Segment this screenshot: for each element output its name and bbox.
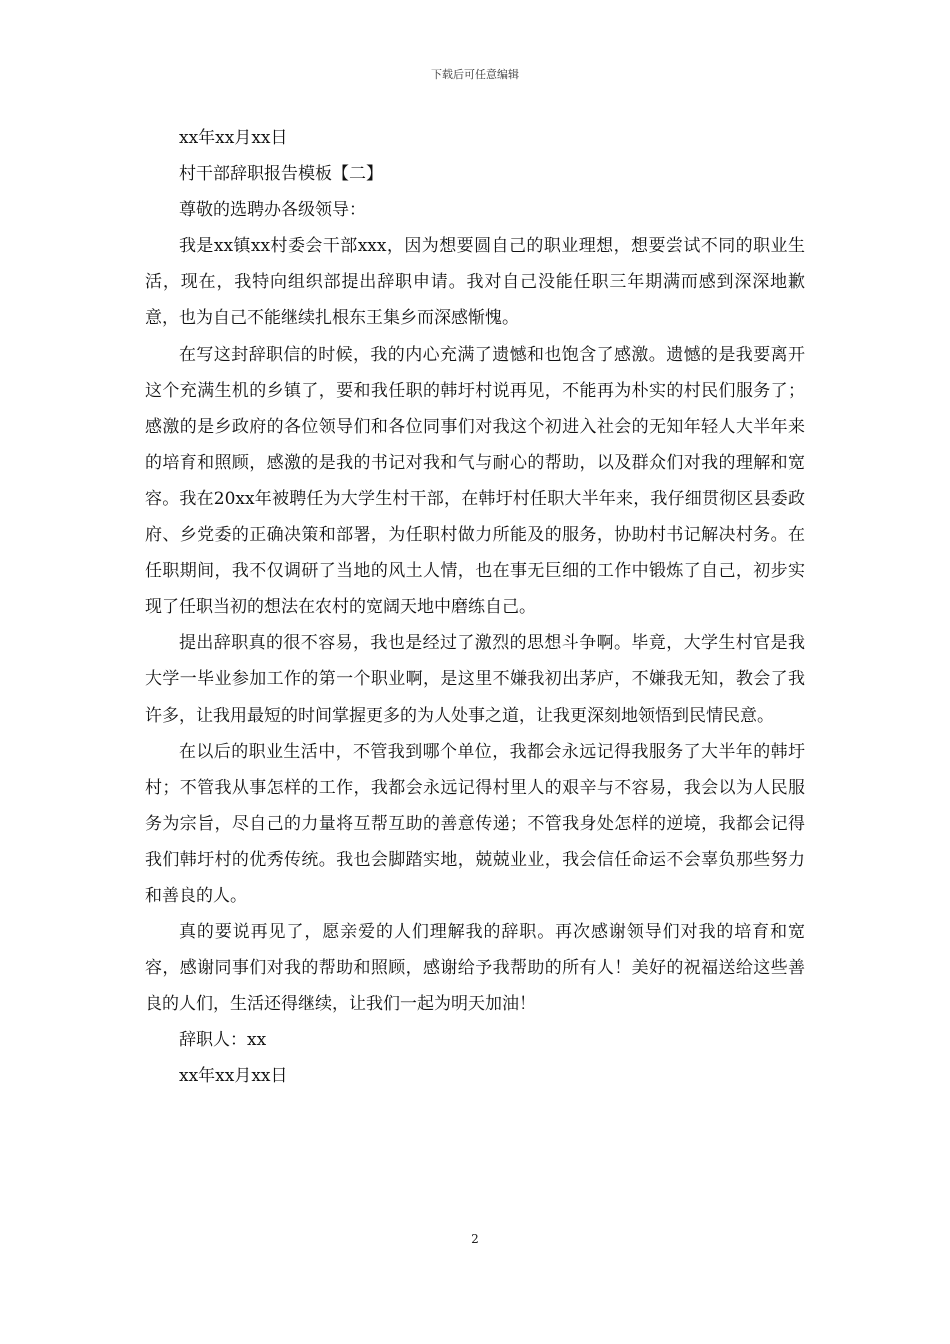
salutation: 尊敬的选聘办各级领导： [179, 200, 366, 221]
page-number: 2 [471, 1232, 479, 1246]
page-header: 下载后可任意编辑 [431, 68, 519, 81]
document-body [145, 120, 805, 1095]
signature-date: xx年xx月xx日 [179, 1066, 288, 1087]
body-paragraph: 我是xx镇xx村委会干部xxx，因为想要圆自己的职业理想，想要尝试不同的职业生活，现在，我特向组织部提出辞职申请。我对自己没能任职三年期满而感到深深地歉意，也为自己不能继续扎根东王集乡而深感惭愧。 [145, 236, 805, 329]
section-title: 村干部辞职报告模板【二】 [179, 164, 383, 185]
body-paragraph: 在写这封辞职信的时候，我的内心充满了遗憾和也饱含了感激。遗憾的是我要离开这个充满生机的乡镇了，要和我任职的韩圩村说再见，不能再为朴实的村民们服务了；感激的是乡政府的各位领导们和各位同事们对我这个初进入社会的无知年轻人大半年来的培育和照顾，感激的是我的书记对我和气与耐心的帮助，以及群众们对我的理解和宽容。我在20xx年被聘任为大学生村干部，在韩圩村任职大半年来，我仔细贯彻区县委政府、乡党委的正确决策和部署，为任职村做力所能及的服务，协助村书记解决村务。在任职期间，我不仅调研了当地的风土人情，也在事无巨细的工作中锻炼了自己，初步实现了任职当初的想法在农村的宽阔天地中磨练自己。 [145, 344, 805, 618]
body-paragraph: 真的要说再见了，愿亲爱的人们理解我的辞职。再次感谢领导们对我的培育和宽容，感谢同事们对我的帮助和照顾，感谢给予我帮助的所有人！美好的祝福送给这些善良的人们，生活还得继续，让我们一起为明天加油！ [145, 922, 805, 1015]
body-paragraph: 提出辞职真的很不容易，我也是经过了激烈的思想斗争啊。毕竟，大学生村官是我大学一毕业参加工作的第一个职业啊，是这里不嫌我初出茅庐，不嫌我无知，教会了我许多，让我用最短的时间掌握更多的为人处事之道，让我更深刻地领悟到民情民意。 [145, 633, 805, 726]
body-paragraph: 在以后的职业生活中，不管我到哪个单位，我都会永远记得我服务了大半年的韩圩村；不管我从事怎样的工作，我都会永远记得村里人的艰辛与不容易，我会以为人民服务为宗旨，尽自己的力量将互帮互助的善意传递；不管我身处怎样的逆境，我都会记得我们韩圩村的优秀传统。我也会脚踏实地，兢兢业业，我会信任命运不会辜负那些努力和善良的人。 [145, 741, 805, 906]
signature-line: 辞职人：xx [179, 1030, 267, 1051]
date-line: xx年xx月xx日 [179, 128, 288, 148]
